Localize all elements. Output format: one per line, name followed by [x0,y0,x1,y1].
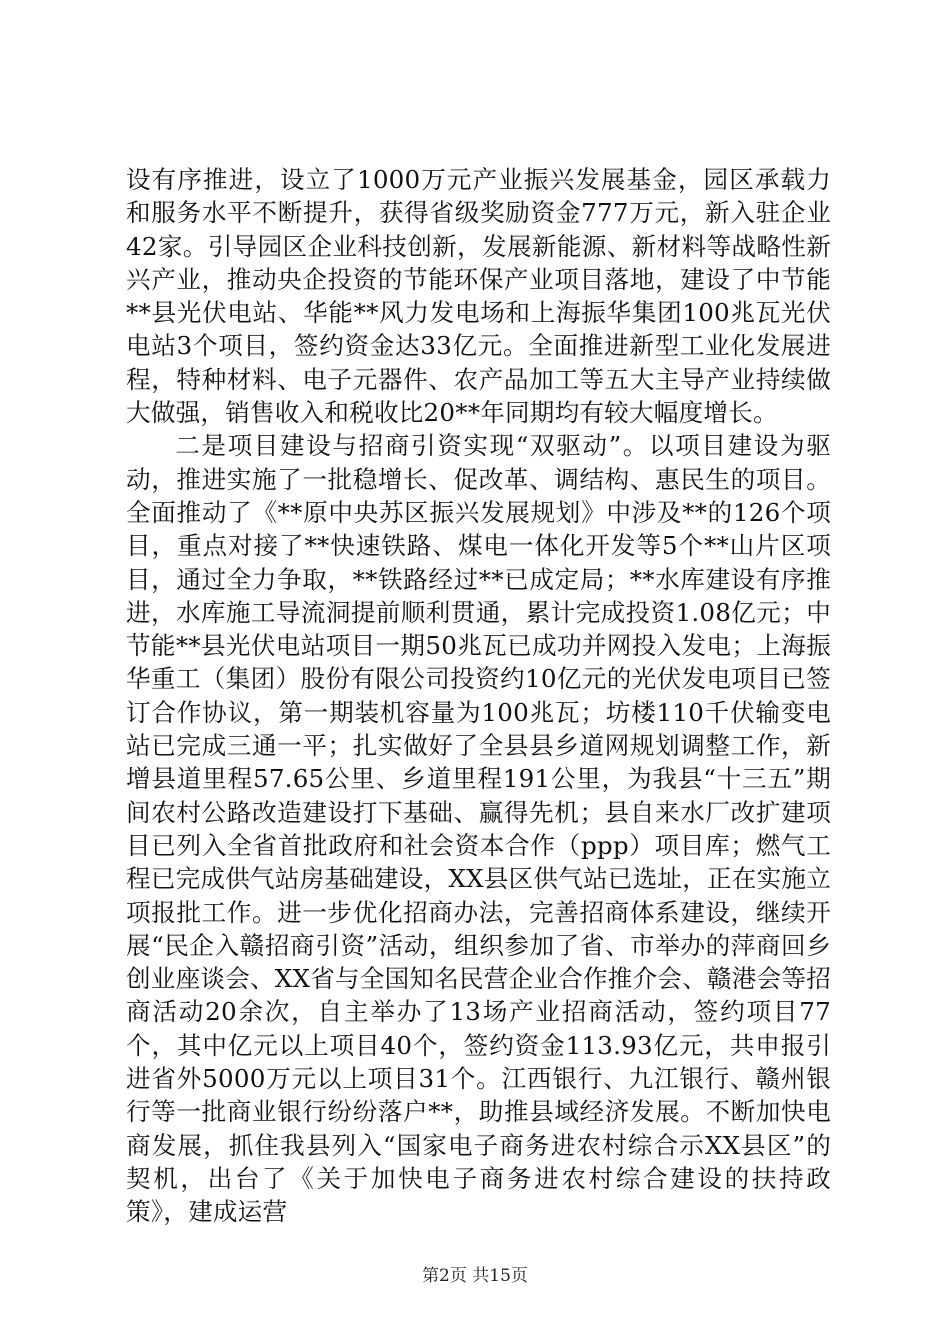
document-body [126,163,831,1229]
paragraph-project-investment: 二是项目建设与招商引资实现“双驱动”。以项目建设为驱动，推进实施了一批稳增长、促改革、调结构、惠民生的项目。全面推动了《**原中央苏区振兴发展规划》中涉及**的126个项目，重点对接了**快速铁路、煤电一体化开发等5个**山片区项目，通过全力争取，**铁路经过**已成定局；**水库建设有序推进，水库施工导流洞提前顺利贯通，累计完成投资1.08亿元；中节能**县光伏电站项目一期50兆瓦已成功并网投入发电；上海振华重工（集团）股份有限公司投资约10亿元的光伏发电项目已签订合作协议，第一期装机容量为100兆瓦；坊楼110千伏输变电站已完成三通一平；扎实做好了全县县乡道网规划调整工作，新增县道里程57.65公里、乡道里程191公里，为我县“十三五”期间农村公路改造建设打下基础、赢得先机；县自来水厂改扩建项目已列入全省首批政府和社会资本合作（ppp）项目库；燃气工程已完成供气站房基础建设，XX县区供气站已选址，正在实施立项报批工作。进一步优化招商办法，完善招商体系建设，继续开展“民企入赣招商引资”活动，组织参加了省、市举办的萍商回乡创业座谈会、XX省与全国知名民营企业合作推介会、赣港会等招商活动20余次，自主举办了13场产业招商活动，签约项目77个，其中亿元以上项目40个，签约资金113.93亿元，共申报引进省外5000万元以上项目31个。江西银行、九江银行、赣州银行等一批商业银行纷纷落户**，助推县域经济发展。不断加快电商发展，抓住我县列入“国家电子商务进农村综合示XX县区”的契机，出台了《关于加快电子商务进农村综合建设的扶持政策》，建成运营 [126,431,831,1227]
page-footer [0,1261,950,1286]
paragraph-continued: 设有序推进，设立了1000万元产业振兴发展基金，园区承载力和服务水平不断提升，获得省级奖励资金777万元，新入驻企业42家。引导园区企业科技创新，发展新能源、新材料等战略性新兴产业，推动央企投资的节能环保产业项目落地，建设了中节能**县光伏电站、华能**风力发电场和上海振华集团100兆瓦光伏电站3个项目，签约资金达33亿元。全面推进新型工业化发展进程，特种材料、电子元器件、农产品加工等五大主导产业持续做大做强，销售收入和税收比20**年同期均有较大幅度增长。 [126,165,831,428]
page-number: 第2页 共15页 [422,1266,528,1286]
